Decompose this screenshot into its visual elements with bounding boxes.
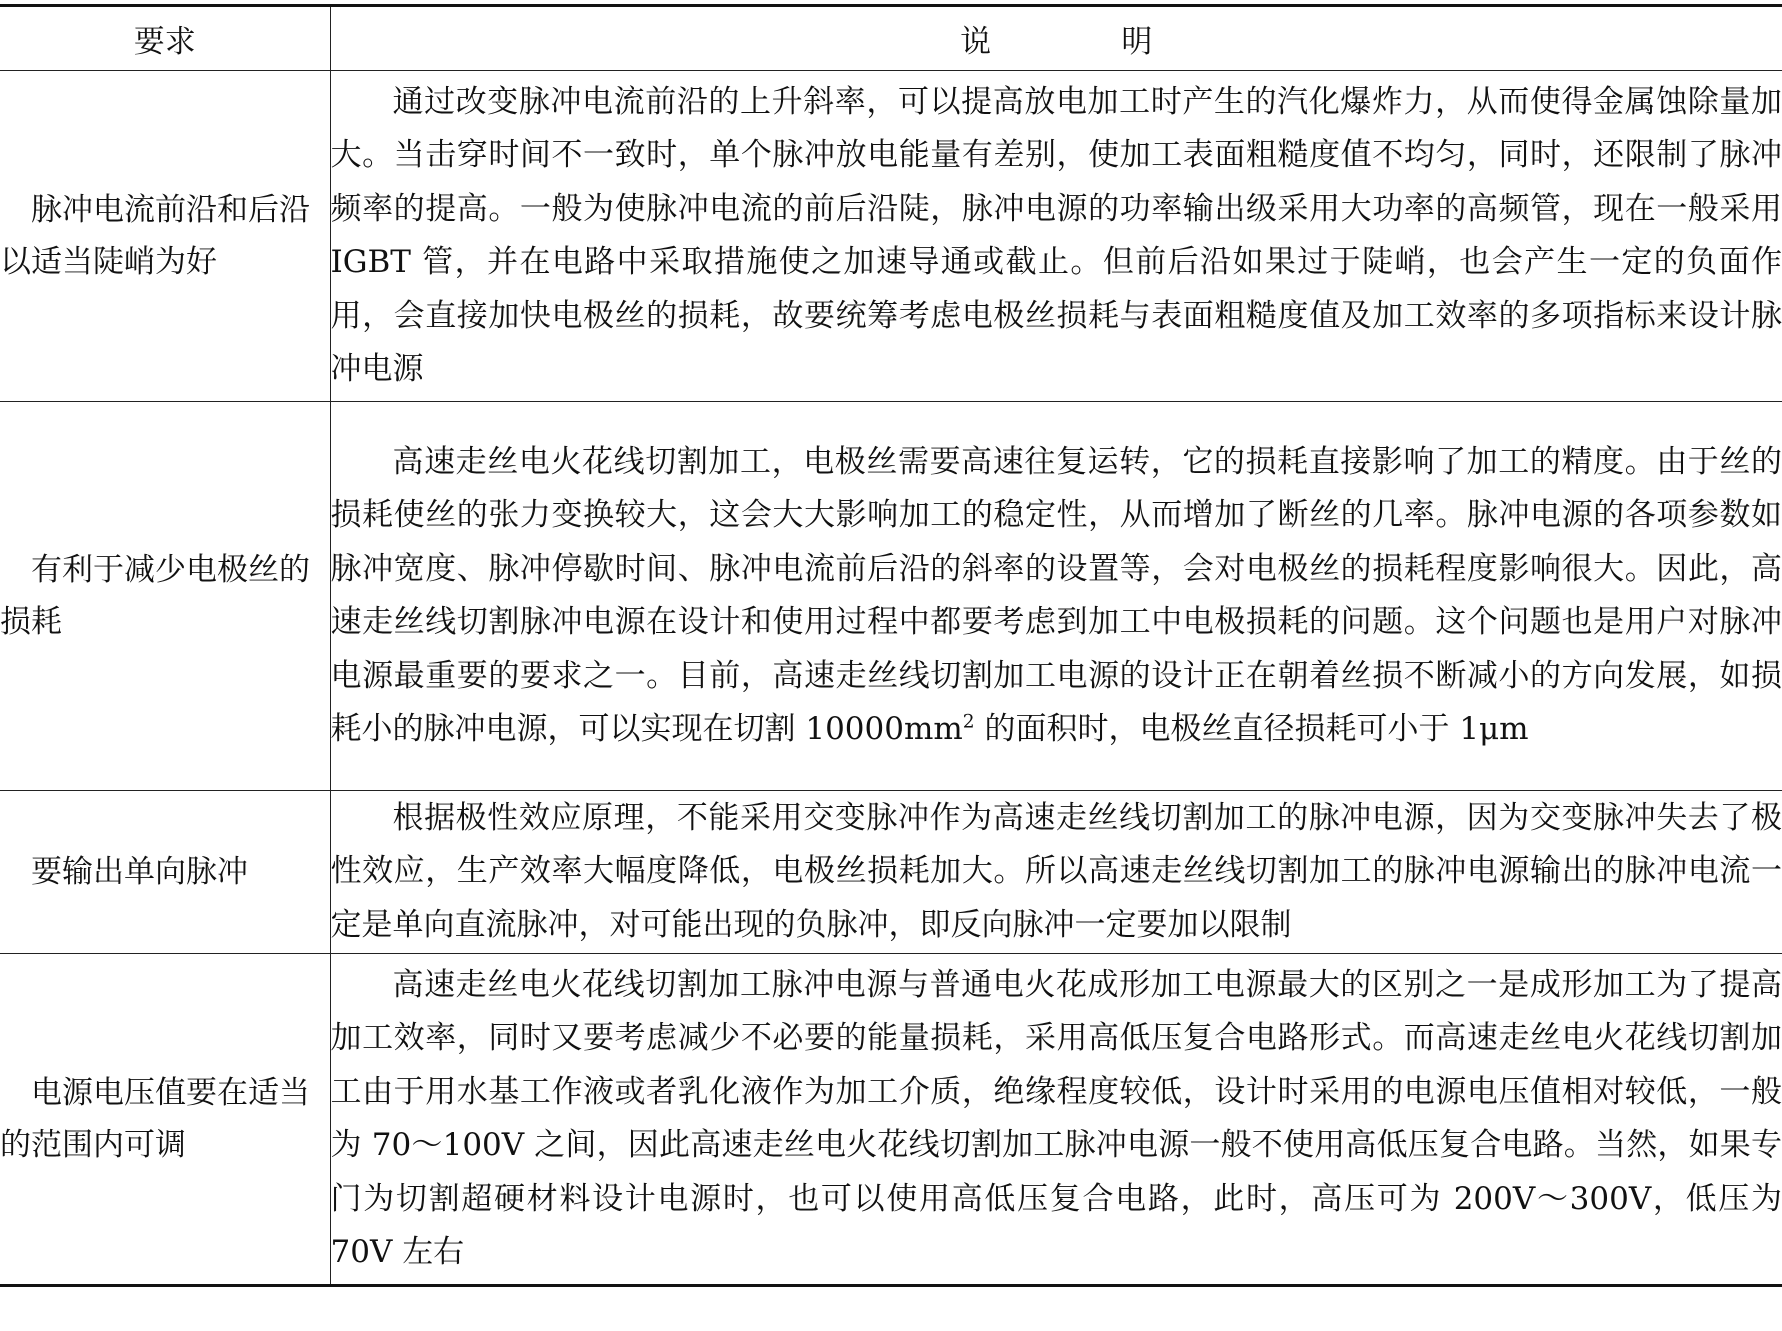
requirements-table [0, 4, 1782, 1287]
description-text: 高速走丝电火花线切割加工，电极丝需要高速往复运转，它的损耗直接影响了加工的精度。由于丝的损耗使丝的张力变换较大，这会大大影响加工的稳定性，从而增加了断丝的几率。脉冲电源的各项参数如脉冲宽度、脉冲停歇时间、脉冲电流前后沿的斜率的设置等，会对电极丝的损耗程度影响很大。因此，高速走丝线切割脉冲电源在设计和使用过程中都要考虑到加工中电极损耗的问题。这个问题也是用户对脉冲电源最重要的要求之一。目前，高速走丝线切割加工电源的设计正在朝着丝损不断减小的方向发展，如损耗小的脉冲电源，可以实现在切割 10000mm [330, 443, 1782, 747]
table-row [0, 954, 1782, 1286]
description-text-tail: 的面积时，电极丝直径损耗可小于 1μm [974, 711, 1529, 747]
description-cell: 高速走丝电火花线切割加工脉冲电源与普通电火花成形加工电源最大的区别之一是成形加工为了提高加工效率，同时又要考虑减少不必要的能量损耗，采用高低压复合电路形式。而高速走丝电火花线切割加工由于用水基工作液或者乳化液作为加工介质，绝缘程度较低，设计时采用的电源电压值相对较低，一般为 70～100V 之间，因此高速走丝电火花线切割加工脉冲电源一般不使用高低压复合电路。当然，如果专门为切割超硬材料设计电源时，也可以使用高低压复合电路，此时，高压可为 200V～300V，低压为 70V 左右 [330, 954, 1782, 1286]
superscript: 2 [962, 711, 975, 733]
table-header-row [0, 6, 1782, 71]
description-cell: 根据极性效应原理，不能采用交变脉冲作为高速走丝线切割加工的脉冲电源，因为交变脉冲失去了极性效应，生产效率大幅度降低，电极丝损耗加大。所以高速走丝线切割加工的脉冲电源输出的脉冲电流一定是单向直流脉冲，对可能出现的负脉冲，即反向脉冲一定要加以限制 [330, 791, 1782, 954]
header-description [330, 6, 1782, 71]
requirement-cell: 要输出单向脉冲 [0, 791, 330, 954]
requirement-cell: 有利于减少电极丝的损耗 [0, 402, 330, 791]
header-description-text: 说 明 [960, 24, 1202, 60]
table-row [0, 791, 1782, 954]
requirement-cell: 电源电压值要在适当的范围内可调 [0, 954, 330, 1286]
description-cell: 通过改变脉冲电流前沿的上升斜率，可以提高放电加工时产生的汽化爆炸力，从而使得金属蚀除量加大。当击穿时间不一致时，单个脉冲放电能量有差别，使加工表面粗糙度值不均匀，同时，还限制了脉冲频率的提高。一般为使脉冲电流的前后沿陡，脉冲电源的功率输出级采用大功率的高频管，现在一般采用 IGBT 管，并在电路中采取措施使之加速导通或截止。但前后沿如果过于陡峭，也会产生一定的负面作用，会直接加快电极丝的损耗，故要统筹考虑电极丝损耗与表面粗糙度值及加工效率的多项指标来设计脉冲电源 [330, 71, 1782, 402]
requirement-cell: 脉冲电流前沿和后沿以适当陡峭为好 [0, 71, 330, 402]
table-row [0, 71, 1782, 402]
header-requirement: 要求 [0, 6, 330, 71]
description-cell [330, 402, 1782, 791]
table-row [0, 402, 1782, 791]
